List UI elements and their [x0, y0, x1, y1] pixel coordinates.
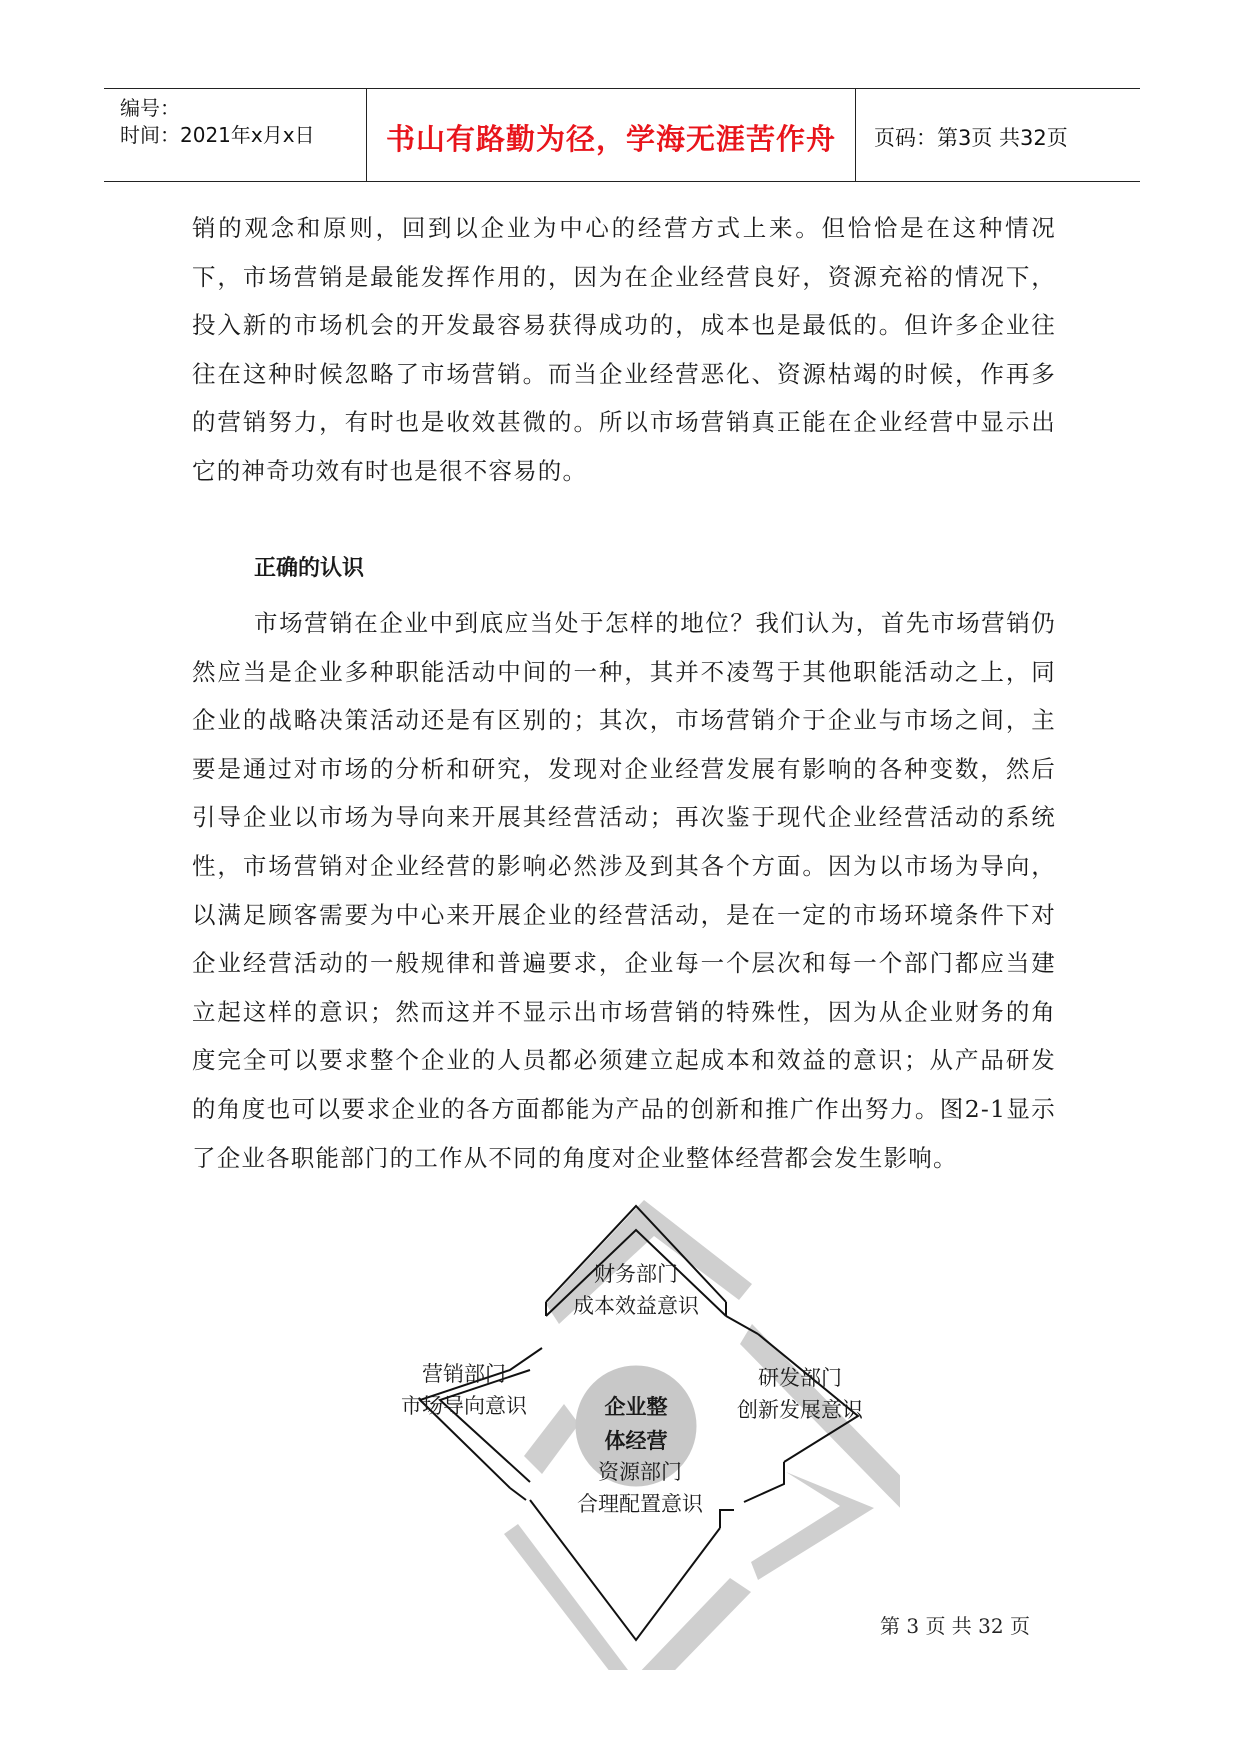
page-footer: 第 3 页 共 32 页: [880, 1614, 1030, 1638]
marketing-dept-name: 营销部门: [422, 1362, 506, 1386]
finance-dept-label: [566, 1258, 706, 1322]
document-number-label: 编号：: [120, 96, 180, 120]
rnd-dept-awareness: 创新发展意识: [737, 1398, 863, 1422]
header-meta: [104, 89, 366, 181]
enterprise-function-diagram: [380, 1200, 900, 1670]
header-motto: 书山有路勤为径，学海无涯苦作舟: [385, 122, 836, 156]
marketing-dept-label: [394, 1358, 534, 1422]
resource-dept-awareness: 合理配置意识: [577, 1492, 703, 1516]
body-paragraph-1: 销的观念和原则，回到以企业为中心的经营方式上来。但恰恰是在这种情况下，市场营销是最能发挥作用的，因为在企业经营良好，资源充裕的情况下，投入新的市场机会的开发最容易获得成功的，成本也是最低的。但许多企业往往在这种时候忽略了市场营销。而当企业经营恶化、资源枯竭的时候，作再多的营销努力，有时也是收效甚微的。所以市场营销真正能在企业经营中显示出它的神奇功效有时也是很不容易的。: [192, 214, 1056, 485]
document-time-label: 时间：2021年x月x日: [120, 123, 315, 147]
header-page-info: 页码：第3页 共32页: [874, 126, 1068, 150]
header-motto-cell: [366, 89, 856, 181]
finance-dept-awareness: 成本效益意识: [573, 1294, 699, 1318]
page-header: [104, 88, 1140, 182]
section-heading: 正确的认识: [254, 556, 365, 581]
finance-dept-name: 财务部门: [594, 1262, 678, 1286]
resource-dept-label: [570, 1456, 710, 1520]
center-label: [576, 1390, 696, 1458]
rnd-dept-label: [730, 1362, 870, 1426]
body-paragraph-2: 市场营销在企业中到底应当处于怎样的地位？我们认为，首先市场营销仍然应当是企业多种职能活动中间的一种，其并不凌驾于其他职能活动之上，同企业的战略决策活动还是有区别的；其次，市场营销介于企业与市场之间，主要是通过对市场的分析和研究，发现对企业经营发展有影响的各种变数，然后引导企业以市场为导向来开展其经营活动；再次鉴于现代企业经营活动的系统性，市场营销对企业经营的影响必然涉及到其各个方面。因为以市场为导向，以满足顾客需要为中心来开展企业的经营活动，是在一定的市场环境条件下对企业经营活动的一般规律和普遍要求，企业每一个层次和每一个部门都应当建立起这样的意识；然而这并不显示出市场营销的特殊性，因为从企业财务的角度完全可以要求整个企业的人员都必须建立起成本和效益的意识；从产品研发的角度也可以要求企业的各方面都能为产品的创新和推广作出努力。图2-1显示了企业各职能部门的工作从不同的角度对企业整体经营都会发生影响。: [192, 609, 1056, 1172]
rnd-dept-name: 研发部门: [758, 1366, 842, 1390]
center-label-line-1: 企业整: [604, 1395, 668, 1419]
resource-dept-name: 资源部门: [598, 1460, 682, 1484]
center-label-line-2: 体经营: [604, 1429, 668, 1453]
marketing-dept-awareness: 市场导向意识: [401, 1394, 527, 1418]
